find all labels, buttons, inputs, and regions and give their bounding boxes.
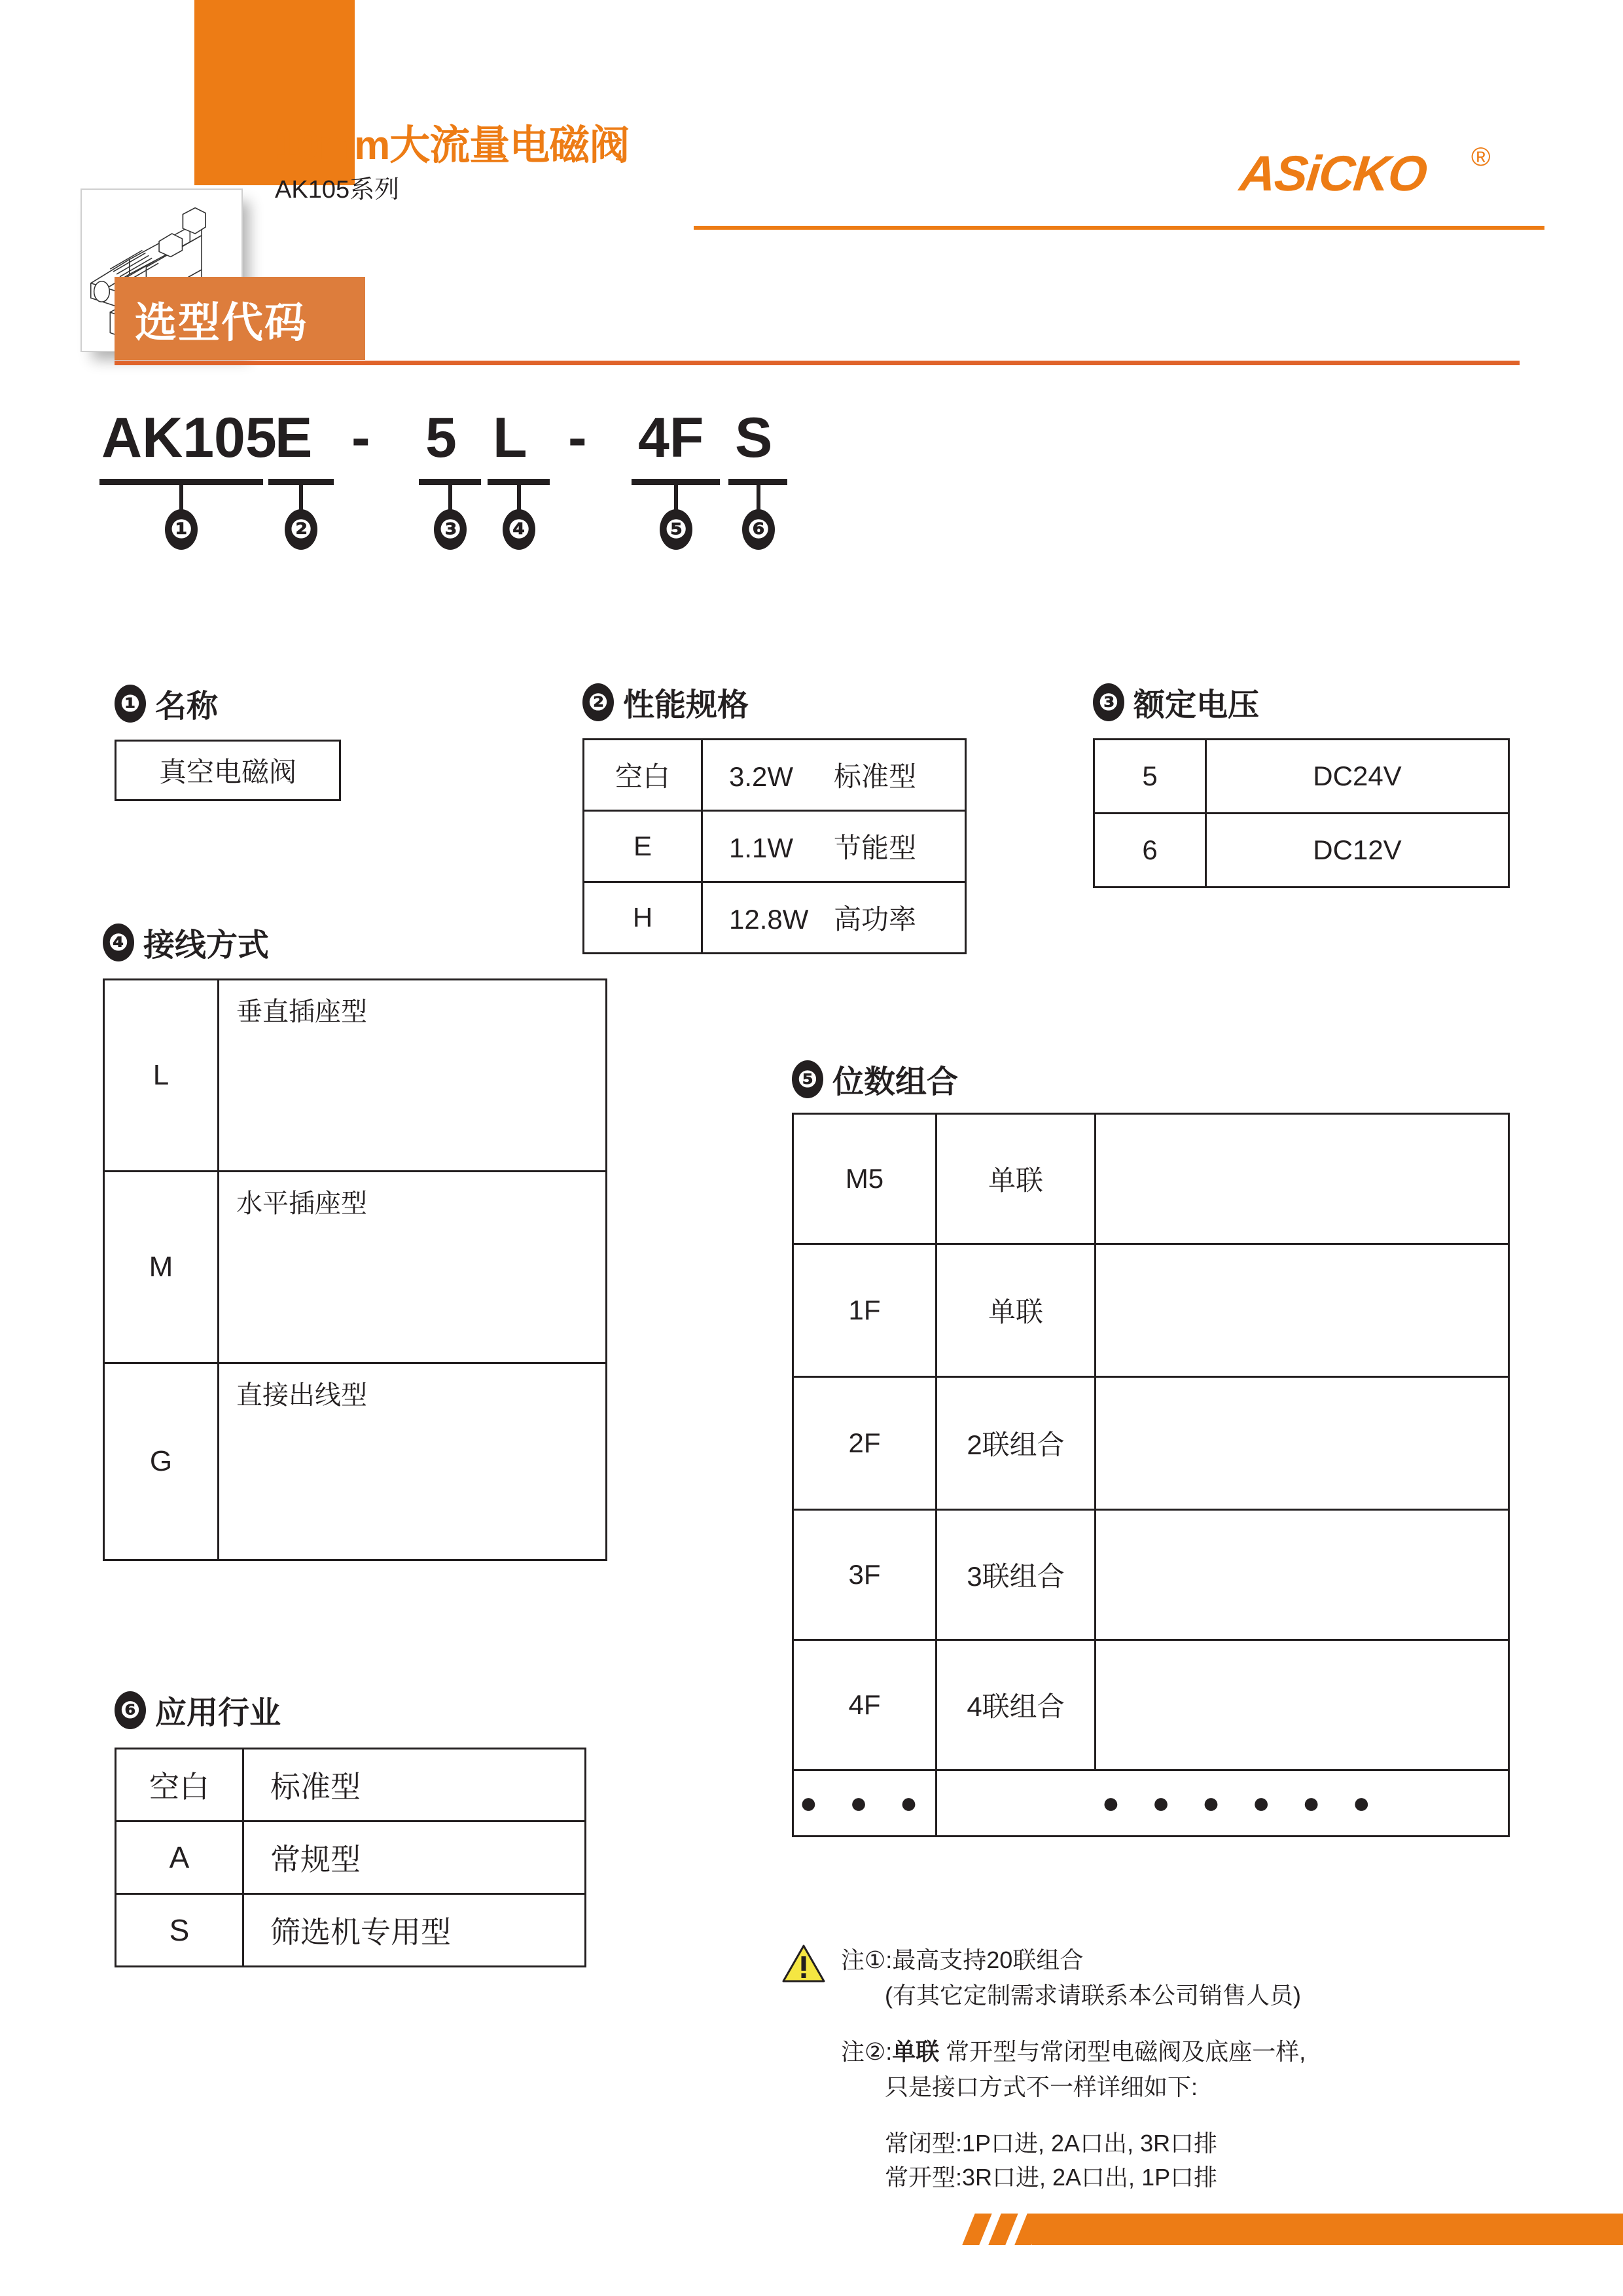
section-6-title: 应用行业 (155, 1696, 281, 1731)
model-code-callout-1: ❶ (165, 509, 198, 550)
note-1-line-1: 注①:最高支持20联组合 (841, 1946, 1084, 1973)
perf-code-cell: H (584, 882, 702, 954)
wiring-label: 直接出线型 (236, 1381, 367, 1410)
table-row (793, 1640, 1509, 1770)
combo-label-cell: 3联组合 (936, 1510, 1096, 1640)
section-5-title: 位数组合 (832, 1065, 959, 1100)
section-4-title: 接线方式 (143, 928, 270, 963)
table-row (104, 980, 607, 1172)
note-1-line-2: (有其它定制需求请联系本公司销售人员) (885, 1982, 1301, 2009)
perf-power: 12.8W (729, 904, 809, 935)
section-2-title: 性能规格 (623, 688, 749, 723)
model-code-callout-2: ❷ (285, 509, 317, 550)
wiring-code-cell: G (104, 1363, 219, 1560)
section-2-table (582, 738, 967, 954)
model-code-dash-2: - (568, 406, 587, 469)
model-code-segment-6: S (735, 406, 773, 469)
combo-image-cell (1096, 1244, 1509, 1377)
industry-code-cell: 空白 (116, 1749, 243, 1821)
combo-code-cell: M5 (793, 1114, 936, 1244)
combo-label-cell: 4联组合 (936, 1640, 1096, 1770)
combo-image-cell (1096, 1640, 1509, 1770)
wiring-label: 水平插座型 (236, 1189, 367, 1218)
model-code-callout-4: ❹ (503, 509, 535, 550)
table-row (793, 1770, 1509, 1837)
combo-code-cell: 1F (793, 1244, 936, 1377)
table-row (793, 1510, 1509, 1640)
table-row (584, 811, 966, 882)
voltage-value-cell: DC12V (1206, 814, 1509, 888)
table-row (104, 1363, 607, 1560)
perf-spec-cell (702, 740, 966, 811)
section-6-table (115, 1748, 586, 1967)
section-3-header (1093, 679, 1259, 725)
section-2-header (582, 679, 749, 725)
model-code-segment-3: 5 (425, 406, 457, 469)
registered-trademark-icon: ® (1471, 143, 1491, 171)
section-banner-divider (115, 361, 1520, 365)
model-code-segment-1: AK105 (101, 406, 277, 469)
section-1-table (115, 740, 341, 801)
industry-value-cell: 筛选机专用型 (243, 1894, 586, 1967)
section-5-header (792, 1056, 958, 1102)
section-2-number: ❷ (582, 683, 614, 721)
section-5-number: ❺ (792, 1060, 823, 1098)
note-2-line-2: 只是接口方式不一样详细如下: (885, 2073, 1198, 2100)
section-4-header (103, 920, 269, 965)
model-code-callout-5: ❺ (660, 509, 692, 550)
combo-image-cell (1096, 1377, 1509, 1510)
model-code-segment-4: L (493, 406, 527, 469)
table-row (116, 1821, 586, 1894)
wiring-code-cell: M (104, 1172, 219, 1363)
section-4-number: ❹ (103, 924, 134, 961)
ellipsis-dots-right: ● ● ● ● ● ● (1101, 1785, 1383, 1820)
table-row (793, 1377, 1509, 1510)
perf-spec-cell (702, 882, 966, 954)
model-code-dash-1: - (351, 406, 370, 469)
model-code-callout-6: ❻ (742, 509, 775, 550)
perf-code-cell: 空白 (584, 740, 702, 811)
perf-type: 标准型 (834, 761, 917, 792)
wiring-label: 垂直插座型 (236, 997, 367, 1026)
industry-code-cell: A (116, 1821, 243, 1894)
model-code-stem-2 (299, 483, 303, 511)
brand-logo: ASiCKO (1237, 146, 1429, 202)
section-1-header (115, 681, 218, 726)
combo-image-cell (1096, 1510, 1509, 1640)
table-row (116, 741, 340, 800)
table-row (584, 740, 966, 811)
combo-label-cell: 2联组合 (936, 1377, 1096, 1510)
name-value-cell: 真空电磁阀 (116, 741, 340, 800)
model-code-stem-3 (448, 483, 452, 511)
section-3-number: ❸ (1093, 683, 1124, 721)
note-2-bold-term: 单联 (892, 2038, 940, 2065)
table-row (116, 1749, 586, 1821)
section-3-table (1093, 738, 1510, 888)
voltage-value-cell: DC24V (1206, 740, 1509, 814)
section-1-title: 名称 (155, 689, 219, 724)
combo-ellipsis-right (1096, 1770, 1509, 1837)
voltage-code-cell: 5 (1094, 740, 1206, 814)
section-4-table (103, 978, 607, 1561)
perf-type: 节能型 (834, 833, 917, 863)
perf-power: 3.2W (729, 761, 794, 792)
combo-code-cell: 4F (793, 1640, 936, 1770)
section-6-number: ❻ (115, 1691, 146, 1729)
table-row (793, 1244, 1509, 1377)
table-row (116, 1894, 586, 1967)
perf-type: 高功率 (834, 904, 917, 935)
combo-ellipsis-spacer (936, 1770, 1096, 1837)
section-6-header (115, 1687, 281, 1732)
industry-value-cell: 常规型 (243, 1821, 586, 1894)
perf-power: 1.1W (729, 833, 794, 863)
table-row (1094, 814, 1509, 888)
perf-spec-cell (702, 811, 966, 882)
table-row (793, 1114, 1509, 1244)
wiring-image-cell (219, 980, 607, 1172)
voltage-code-cell: 6 (1094, 814, 1206, 888)
section-3-title: 额定电压 (1133, 688, 1260, 723)
table-row (1094, 740, 1509, 814)
model-code-stem-5 (674, 483, 678, 511)
model-code-stem-6 (757, 483, 760, 511)
note-2-line-3: 常闭型:1P口进, 2A口出, 3R口排 (885, 2130, 1218, 2157)
note-2-prefix: 注②: (841, 2038, 893, 2065)
page-title: 10mm大流量电磁阀 (275, 123, 630, 168)
section-5-table (792, 1113, 1510, 1837)
perf-code-cell: E (584, 811, 702, 882)
ellipsis-dots-left: ● ● ● (799, 1785, 930, 1820)
model-code-stem-4 (517, 483, 521, 511)
note-2-rest: 常开型与常闭型电磁阀及底座一样, (939, 2038, 1306, 2065)
industry-value-cell: 标准型 (243, 1749, 586, 1821)
note-2-line-4: 常开型:3R口进, 2A口出, 1P口排 (885, 2164, 1218, 2191)
section-1-number: ❶ (115, 685, 146, 723)
page-subtitle: AK105系列 (275, 176, 400, 204)
model-code-stem-1 (179, 483, 183, 511)
combo-ellipsis-left (793, 1770, 936, 1837)
warning-triangle-icon (782, 1944, 825, 1983)
note-2-line-1 (841, 2034, 1306, 2070)
footer-stripe (988, 2214, 1018, 2245)
table-row (584, 882, 966, 954)
wiring-image-cell (219, 1172, 607, 1363)
table-row (104, 1172, 607, 1363)
header-divider (694, 226, 1544, 230)
combo-label-cell: 单联 (936, 1114, 1096, 1244)
model-code-breakdown (0, 406, 1623, 544)
combo-label-cell: 单联 (936, 1244, 1096, 1377)
footer-stripe (962, 2214, 991, 2245)
combo-image-cell (1096, 1114, 1509, 1244)
model-code-segment-5: 4F (638, 406, 704, 469)
section-banner-label: 选型代码 (135, 299, 308, 346)
wiring-code-cell: L (104, 980, 219, 1172)
model-code-callout-3: ❸ (434, 509, 467, 550)
wiring-image-cell (219, 1363, 607, 1560)
combo-code-cell: 2F (793, 1377, 936, 1510)
combo-code-cell: 3F (793, 1510, 936, 1640)
industry-code-cell: S (116, 1894, 243, 1967)
model-code-segment-2: E (275, 406, 313, 469)
